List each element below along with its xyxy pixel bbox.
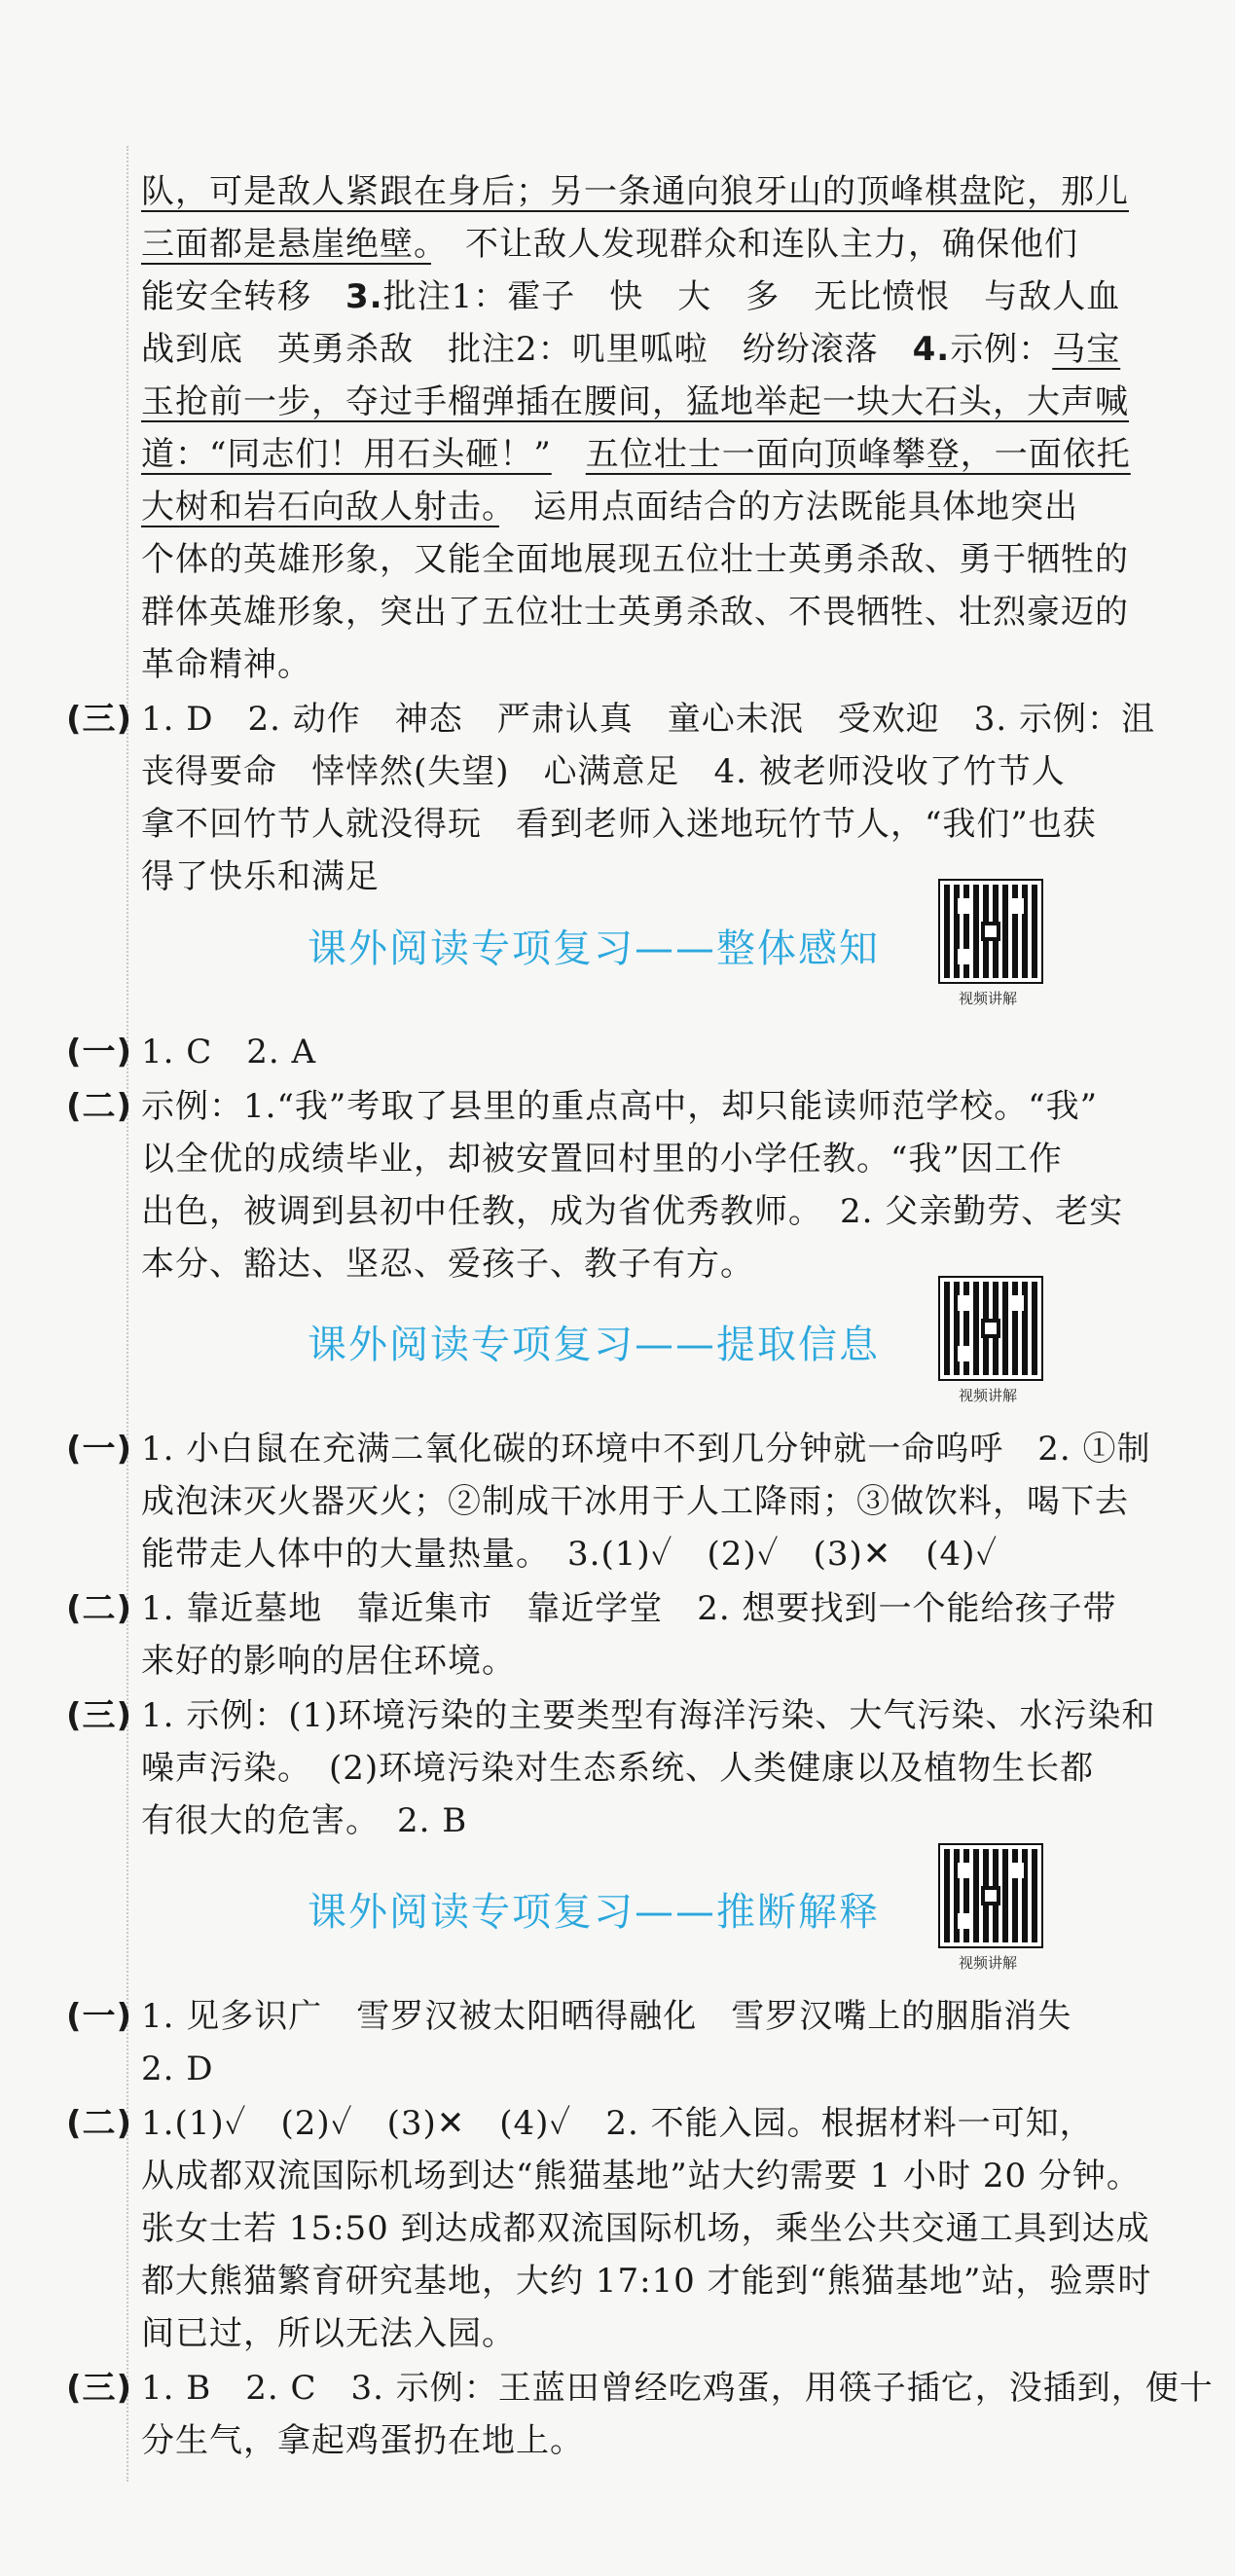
- text-line: 1. 见多识广 雪罗汉被太阳晒得融化 雪罗汉嘴上的胭脂消失: [141, 1997, 1072, 2036]
- text: 运用点面结合的方法既能具体地突出: [533, 488, 1078, 526]
- qr-caption: 视频讲解: [958, 990, 1017, 1007]
- text-line: 1.(1)✓ (2)✓ (3)✕ (4)✓ 2. 不能入园。根据材料一可知，: [141, 2104, 1094, 2143]
- section-label: (一): [66, 1997, 133, 2036]
- text-line: 1. 小白鼠在充满二氧化碳的环境中不到几分钟就一命呜呼 2. ①制: [141, 1430, 1151, 1469]
- text: 群体英雄形象，突出了五位壮士英勇杀敌、不畏牺牲、壮烈豪迈的: [141, 593, 1129, 632]
- section-label: (一): [66, 1033, 133, 1071]
- item-number: 4.: [912, 330, 951, 369]
- item-number: 3.: [345, 277, 383, 316]
- underlined-text: 大树和岩石向敌人射击。: [141, 488, 499, 526]
- section-label: (三): [66, 1696, 133, 1735]
- text-line: 得了快乐和满足: [141, 857, 380, 896]
- text-line: 能带走人体中的大量热量。 3.(1)✓ (2)✓ (3)✕ (4)✓: [141, 1535, 999, 1574]
- text: 不让敌人发现群众和连队主力，确保他们: [465, 225, 1078, 264]
- qr-caption: 视频讲解: [958, 1387, 1017, 1404]
- text-line: [141, 426, 1131, 483]
- text: 革命精神。: [141, 645, 311, 684]
- text-line: 从成都双流国际机场到达“熊猫基地”站大约需要 1 小时 20 分钟。: [141, 2157, 1141, 2195]
- qr-code-icon[interactable]: [940, 1845, 1041, 1946]
- text-line: [141, 374, 1129, 430]
- text-line: 1. D 2. 动作 神态 严肃认真 童心未泯 受欢迎 3. 示例：沮: [141, 700, 1155, 739]
- text-line: 都大熊猫繁育研究基地，大约 17:10 才能到“熊猫基地”站，验票时: [141, 2262, 1152, 2301]
- section-label: (二): [66, 1589, 133, 1628]
- text-line: [141, 479, 1114, 535]
- qr-caption: 视频讲解: [958, 1954, 1017, 1972]
- text-line: 来好的影响的居住环境。: [141, 1642, 516, 1681]
- text-line: 丧得要命 悻悻然(失望) 心满意足 4. 被老师没收了竹节人: [141, 752, 1066, 791]
- section-title: 课外阅读专项复习——推断解释: [308, 1890, 880, 1935]
- text-line: 2. D: [141, 2050, 214, 2088]
- text-line: 有很大的危害。 2. B: [141, 1801, 468, 1840]
- text-line: 出色，被调到县初中任教，成为省优秀教师。 2. 父亲勤劳、老实: [141, 1192, 1124, 1231]
- section-title: 课外阅读专项复习——整体感知: [308, 926, 880, 971]
- text-line: 间已过，所以无法入园。: [141, 2314, 516, 2353]
- underlined-text: 五位壮士一面向顶峰攀登，一面依托: [585, 435, 1131, 474]
- text-line: 1. 示例：(1)环境污染的主要类型有海洋污染、大气污染、水污染和: [141, 1696, 1156, 1735]
- text-line: 成泡沫灭火器灭火；②制成干冰用于人工降雨；③做饮料，喝下去: [141, 1482, 1129, 1521]
- text: 战到底 英勇杀敌 批注2：叽里呱啦 纷纷滚落: [141, 330, 879, 369]
- text-line: 本分、豁达、坚忍、爱孩子、教子有方。: [141, 1245, 754, 1284]
- text-line: [141, 584, 1129, 640]
- text-line: [141, 269, 1121, 325]
- qr-code-icon[interactable]: [940, 881, 1041, 982]
- qr-code-icon[interactable]: [940, 1278, 1041, 1379]
- section-label: (二): [66, 2104, 133, 2143]
- text-line: 噪声污染。 (2)环境污染对生态系统、人类健康以及植物生长都: [141, 1749, 1095, 1788]
- text-line: 以全优的成绩毕业，却被安置回村里的小学任教。“我”因工作: [141, 1140, 1063, 1179]
- section-label: (二): [66, 1087, 133, 1126]
- underlined-text: 玉抢前一步，夺过手榴弹插在腰间，猛地举起一块大石头，大声喊: [141, 382, 1129, 421]
- text-line: [141, 216, 1114, 272]
- text-line: [141, 636, 1114, 693]
- section-label: (三): [66, 2369, 133, 2408]
- text-line: 1. 靠近墓地 靠近集市 靠近学堂 2. 想要找到一个能给孩子带: [141, 1589, 1117, 1628]
- text-line: [141, 321, 1121, 378]
- underlined-text: 马宝: [1052, 330, 1121, 369]
- text: 批注1：霍子 快 大 多 无比愤恨 与敌人血: [382, 277, 1121, 316]
- section-label: (一): [66, 1430, 133, 1469]
- underlined-text: 队，可是敌人紧跟在身后；另一条通向狼牙山的顶峰棋盘陀，那儿: [141, 172, 1129, 211]
- text-line: [141, 531, 1129, 588]
- underlined-text: 道：“同志们！用石头砸！”: [141, 435, 552, 474]
- text-line: [141, 163, 1129, 220]
- underlined-text: 三面都是悬崖绝壁。: [141, 225, 431, 264]
- section-label: (三): [66, 700, 133, 739]
- text: 示例：: [950, 330, 1053, 369]
- text-line: 1. B 2. C 3. 示例：王蓝田曾经吃鸡蛋，用筷子插它，没插到，便十: [141, 2369, 1214, 2408]
- text-line: 拿不回竹节人就没得玩 看到老师入迷地玩竹节人，“我们”也获: [141, 805, 1097, 844]
- text: 能安全转移: [141, 277, 311, 316]
- text-line: 分生气，拿起鸡蛋扔在地上。: [141, 2421, 584, 2460]
- section-title: 课外阅读专项复习——提取信息: [308, 1323, 880, 1367]
- text-line: 张女士若 15:50 到达成都双流国际机场，乘坐公共交通工具到达成: [141, 2209, 1150, 2248]
- text-line: 示例：1.“我”考取了县里的重点高中，却只能读师范学校。“我”: [141, 1087, 1098, 1126]
- text: 个体的英雄形象，又能全面地展现五位壮士英勇杀敌、勇于牺牲的: [141, 540, 1129, 579]
- text-line: 1. C 2. A: [141, 1033, 317, 1071]
